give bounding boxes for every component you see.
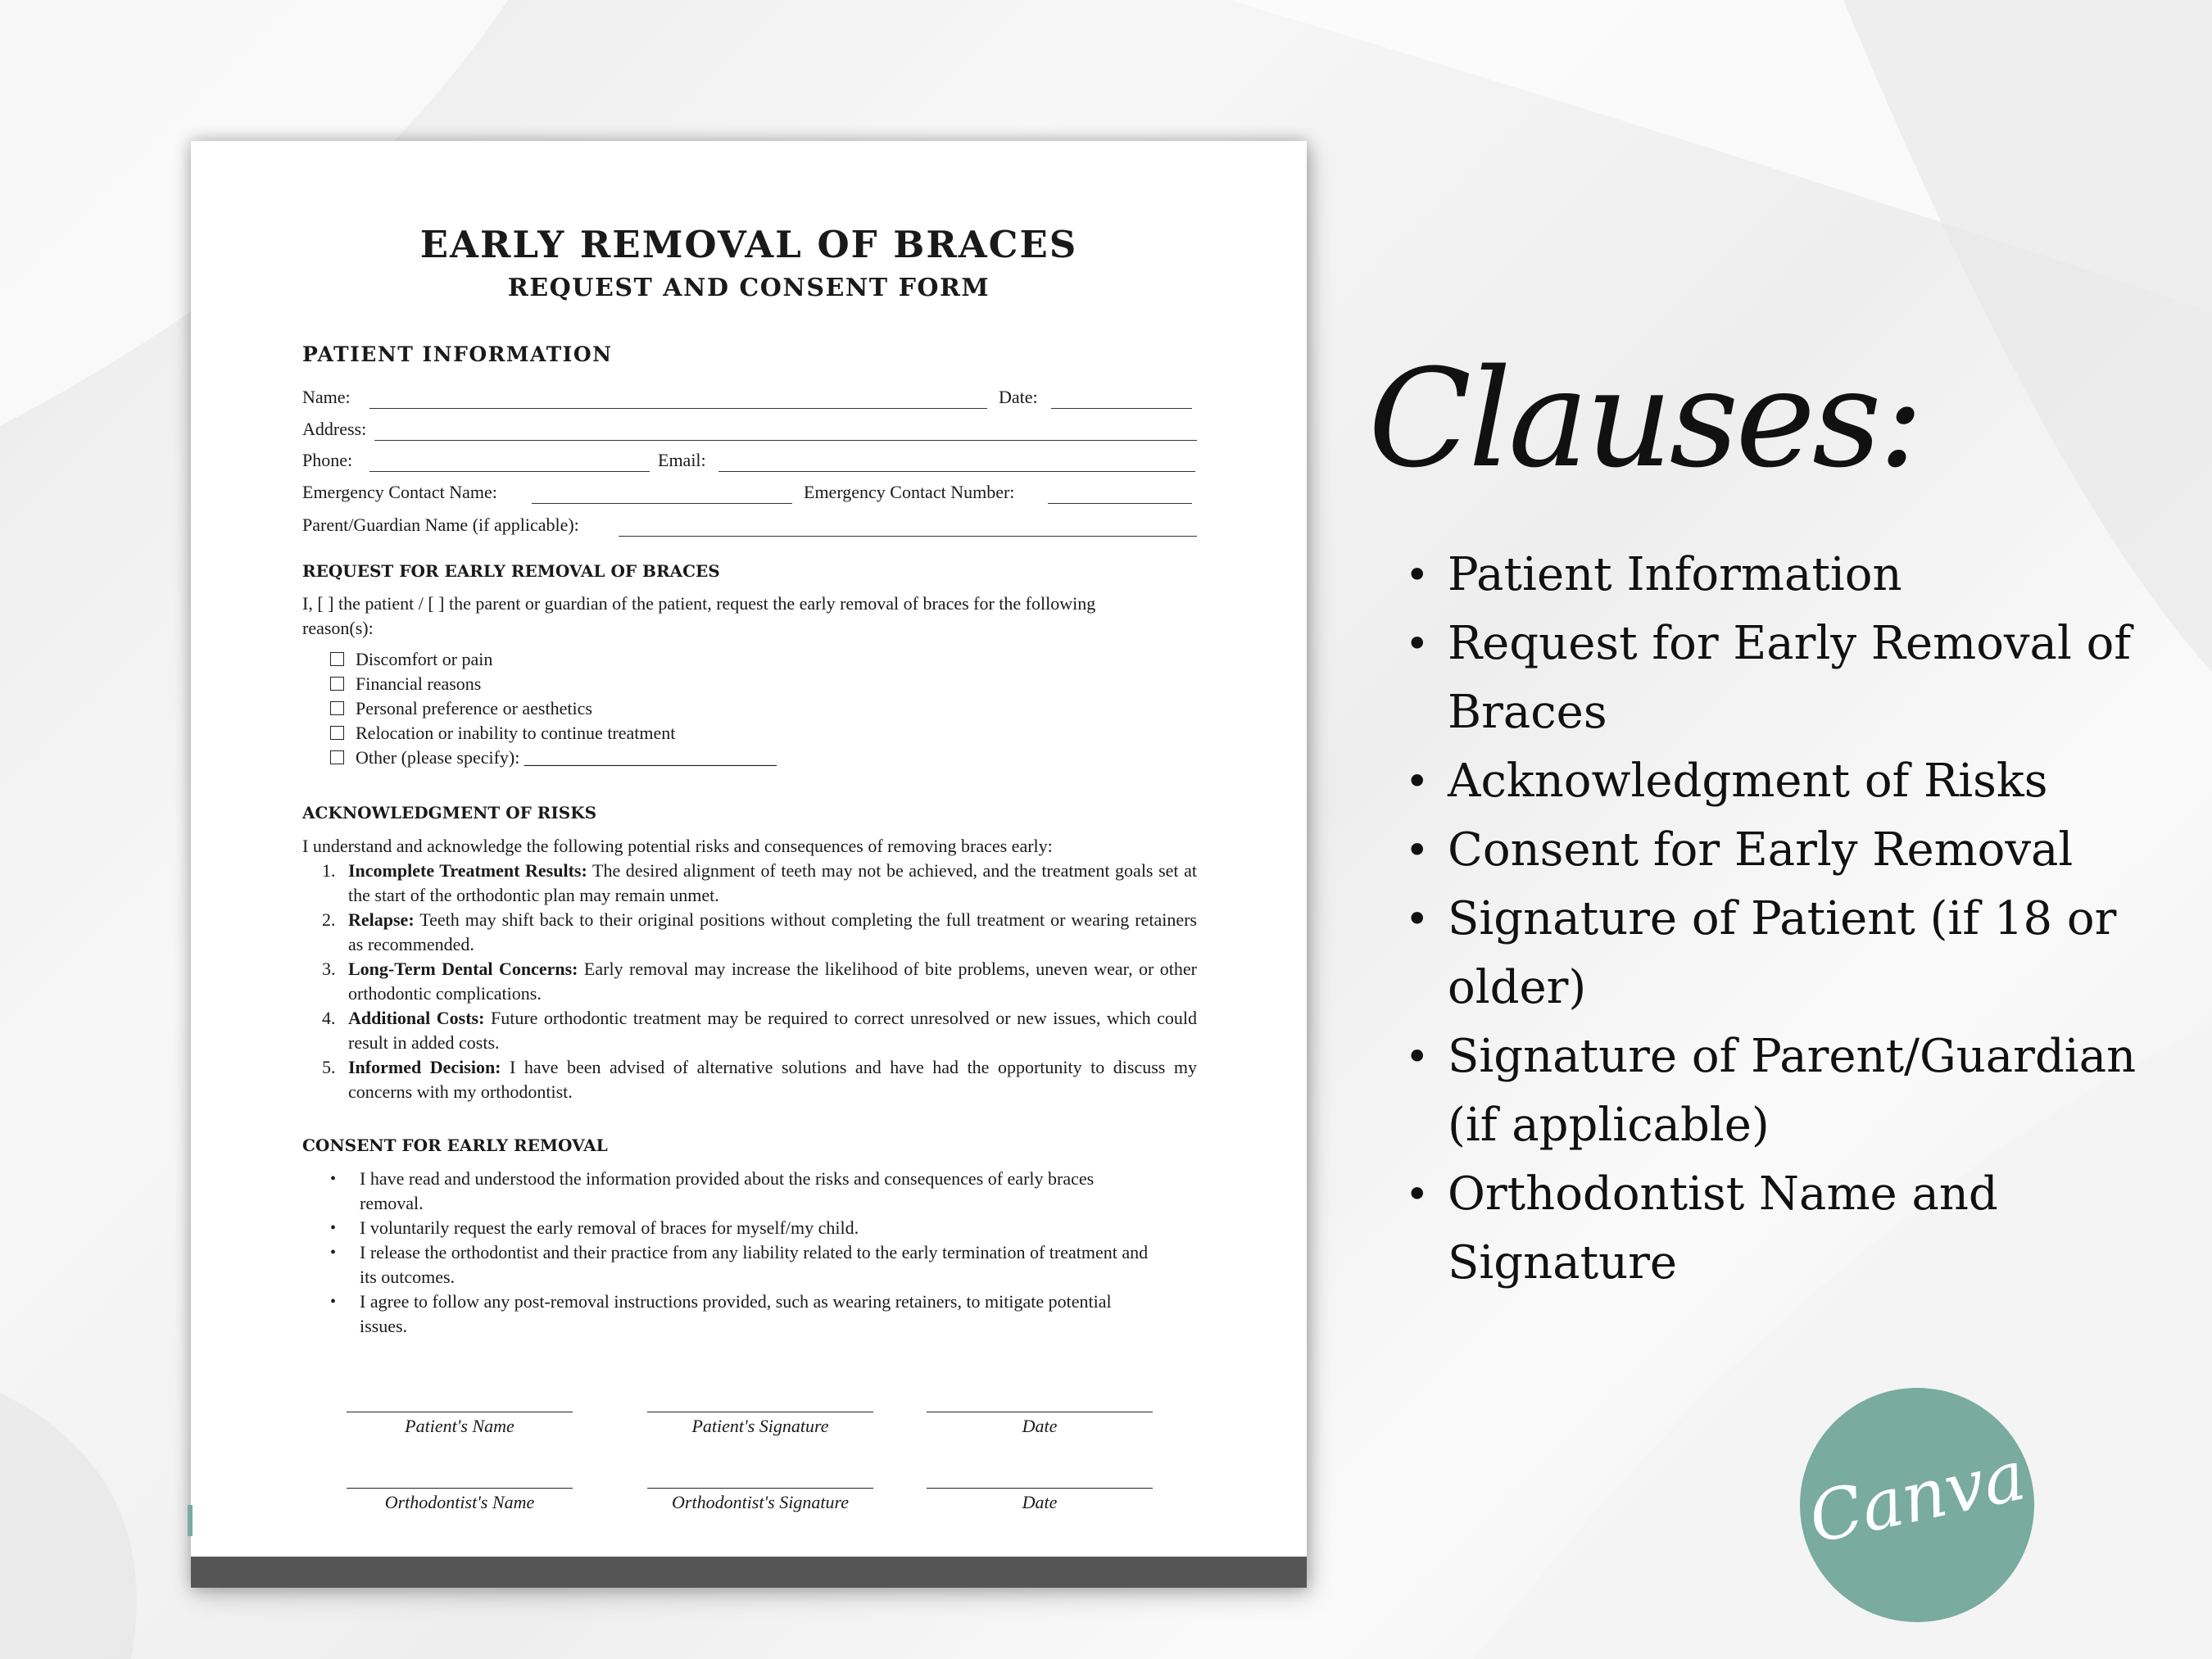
guardian-row <box>302 514 1197 541</box>
request-intro: I, [ ] the patient / [ ] the parent or guardian of the patient, request the early removal of braces for the following reason(s): <box>302 593 1096 638</box>
guardian-field[interactable] <box>619 536 1197 537</box>
canva-logo-badge <box>1800 1388 2034 1622</box>
risks-intro: I understand and acknowledge the following potential risks and consequences of removing braces early: <box>302 836 1053 856</box>
checkbox[interactable] <box>330 677 344 691</box>
email-label: Email: <box>658 450 706 470</box>
orthodontist-signature-line[interactable] <box>647 1488 873 1489</box>
address-row <box>302 419 1197 445</box>
clause-item: • Patient Information <box>1405 548 1902 601</box>
date-line-2[interactable] <box>927 1488 1153 1489</box>
checkbox-item[interactable]: Relocation or inability to continue treatment <box>330 723 675 747</box>
address-label: Address: <box>302 419 367 439</box>
guardian-label: Parent/Guardian Name (if applicable): <box>302 514 579 535</box>
phone-email-row <box>302 450 1197 476</box>
checkbox-item[interactable]: Other (please specify): ____________________________ <box>330 747 777 772</box>
clause-item: • Acknowledgment of Risks <box>1405 755 2048 808</box>
consent-heading: CONSENT FOR EARLY REMOVAL <box>302 1135 608 1155</box>
clause-item: • Orthodontist Name and Signature <box>1405 1167 1998 1290</box>
date-label-2: Date <box>1022 1492 1058 1512</box>
accent-tab <box>188 1505 193 1536</box>
patient-name-label: Patient's Name <box>405 1416 514 1436</box>
email-field[interactable] <box>718 471 1195 472</box>
date-label: Date: <box>999 387 1038 407</box>
clause-item: • Request for Early Removal of Braces <box>1405 617 2132 739</box>
name-label: Name: <box>302 387 351 407</box>
clause-item: • Consent for Early Removal <box>1405 823 2074 877</box>
patient-info-heading: PATIENT INFORMATION <box>302 342 613 366</box>
address-field[interactable] <box>374 440 1197 441</box>
document-subtitle: REQUEST AND CONSENT FORM <box>507 274 990 302</box>
name-date-row <box>302 387 1197 413</box>
patient-signature-label: Patient's Signature <box>691 1416 829 1436</box>
checkbox[interactable] <box>330 750 344 764</box>
emergency-row <box>302 482 1197 508</box>
request-heading: REQUEST FOR EARLY REMOVAL OF BRACES <box>302 561 720 581</box>
clause-item: • Signature of Parent/Guardian (if applicable) <box>1405 1030 2137 1152</box>
clause-list <box>1405 541 2142 1298</box>
risks-heading: ACKNOWLEDGMENT OF RISKS <box>302 803 597 823</box>
emergency-number-field[interactable] <box>1048 503 1192 504</box>
checkbox-item[interactable]: Financial reasons <box>330 673 481 698</box>
emergency-number-label: Emergency Contact Number: <box>804 482 1015 502</box>
checkbox[interactable] <box>330 652 344 666</box>
checkbox[interactable] <box>330 726 344 740</box>
form-document: EARLY REMOVAL OF BRACES REQUEST AND CONSENT FORM PATIENT INFORMATION Name: Date: Address: Phone: Email: Emergency Contact Name: Emergency Contact Number: Parent/Guardian Name (if applicable): REQUEST FOR EARLY REMOVAL OF BRACES I, [ ] the patient / [ ] the parent or guardian of the patient, request the early removal of braces for the following reason(s): Discomfort or pain Financial reasons Personal preference or aesthetics Relocation or inability to continue treatment Other (please specify): ____________________________ ACKNOWLEDGMENT OF RISKS I understand and acknowledge the following potential risks and consequences of removing braces early: 1. Incomplete Treatment Results: The desired alignment of teeth may not be achieved, and the treatment goals set at the start of the orthodontic plan may remain unmet. 2. Relapse: Teeth may shift back to their original positions without completing the full treatment or wearing retainers as recommended. 3. Long-Term Dental Concerns: Early removal may increase the likelihood of bite problems, uneven wear, or other orthodontic complications. 4. Additional Costs: Future orthodontic treatment may be required to correct unresolved or new issues, which could result in added costs. 5. Informed Decision: I have been advised of alternative solutions and have had the opportunity to discuss my concerns with my orthodontist. CONSENT FOR EARLY REMOVAL • I have read and understood the information provided about the risks and consequences of early braces removal. • I voluntarily request the early removal of braces for myself/my child. • I release the orthodontist and their practice from any liability related to the early termination of treatment and its outcomes. • I agree to follow any post-removal instructions provided, such as wearing retainers, to mitigate potential issues. Patient's Name Patient's Signature Date Orthodontist's Name Orthodontist's Signature Date <box>191 141 1307 1588</box>
name-field[interactable] <box>369 408 987 409</box>
footer-bar <box>191 1557 1307 1588</box>
orthodontist-signature-label: Orthodontist's Signature <box>672 1492 849 1512</box>
date-field[interactable] <box>1051 408 1192 409</box>
emergency-name-field[interactable] <box>532 503 792 504</box>
clause-item: • Signature of Patient (if 18 or older) <box>1405 892 2117 1014</box>
phone-field[interactable] <box>369 471 650 472</box>
phone-label: Phone: <box>302 450 353 470</box>
canva-logo-text: Canva <box>1802 1435 2033 1559</box>
clauses-heading: Clauses: <box>1368 340 1921 497</box>
checkbox-item[interactable]: Discomfort or pain <box>330 649 492 673</box>
orthodontist-name-label: Orthodontist's Name <box>384 1492 535 1512</box>
orthodontist-name-line[interactable] <box>347 1488 573 1489</box>
emergency-name-label: Emergency Contact Name: <box>302 482 497 502</box>
checkbox-item[interactable]: Personal preference or aesthetics <box>330 698 592 723</box>
date-label-1: Date <box>1022 1416 1058 1436</box>
document-title: EARLY REMOVAL OF BRACES <box>419 223 1078 266</box>
checkbox[interactable] <box>330 701 344 715</box>
